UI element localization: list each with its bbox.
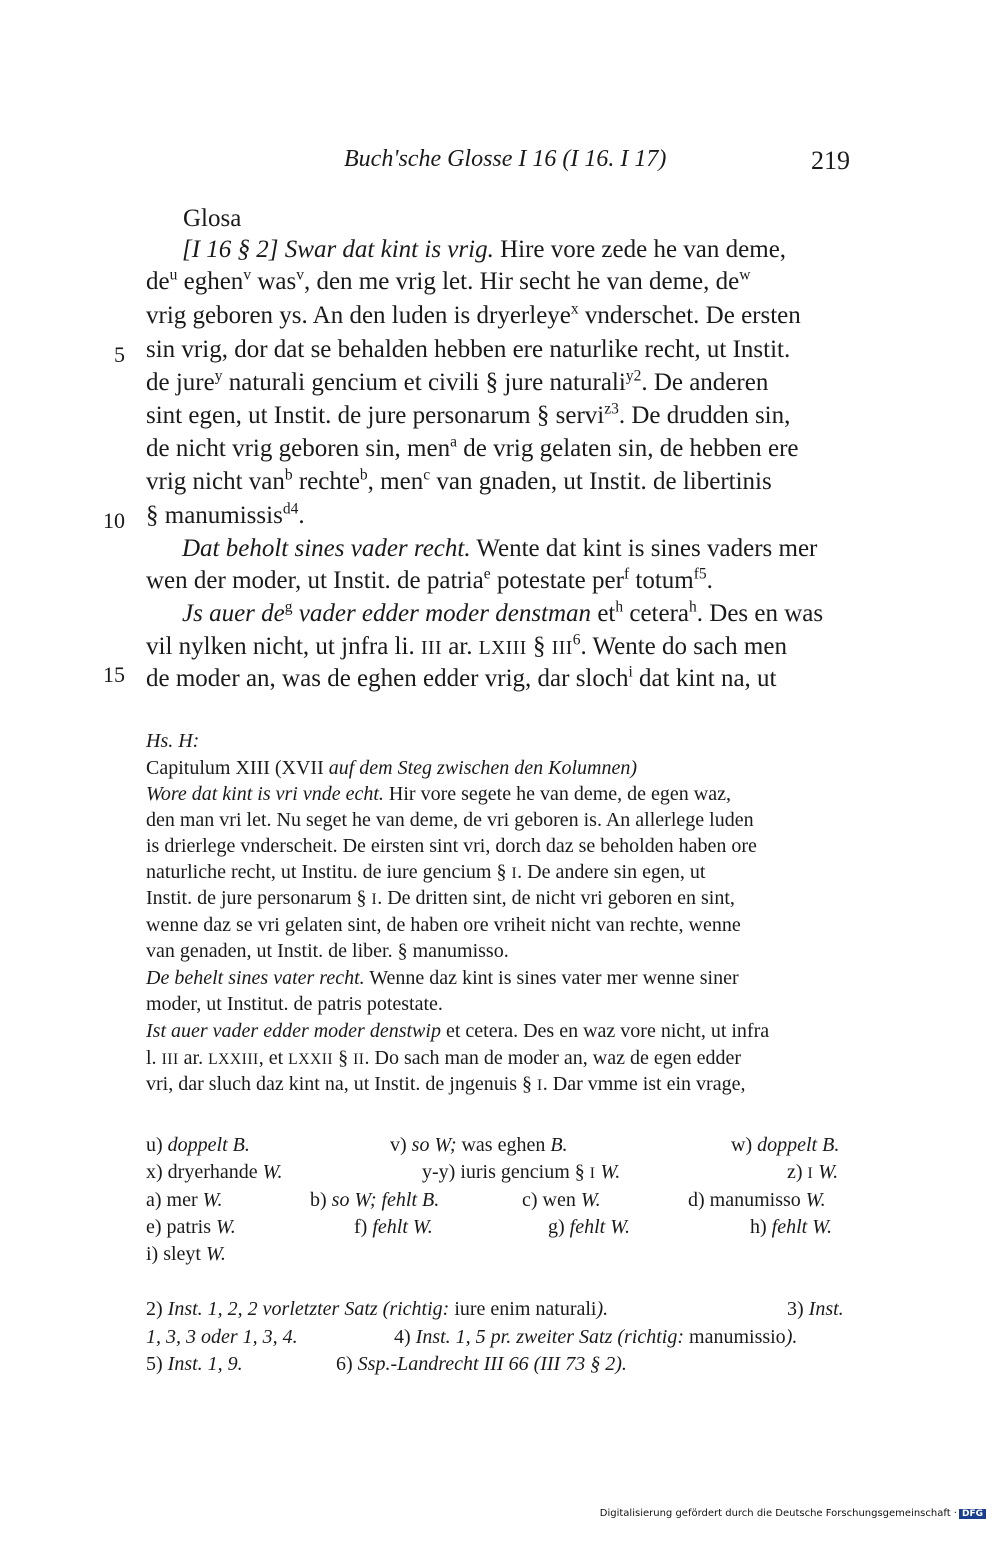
chapter-heading: Capitulum XIII (XVII auf dem Steg zwischen den Kolumnen) <box>146 757 638 779</box>
apparatus-note-e: e) patris W. <box>146 1216 236 1238</box>
gloss-line: vil nylken nicht, ut jnfra li. III ar. LXIII § III$^6$. Wente do sach men <box>146 631 787 660</box>
gloss-line: de moder an, was de eghen edder vrig, dar sloch$^i$ dat kint na, ut <box>146 663 777 692</box>
digitization-footer <box>600 1508 986 1519</box>
apparatus-note-v: v) so W; was eghen B. <box>390 1134 568 1156</box>
source-note-4: 4) Inst. 1, 5 pr. zweiter Satz (richtig: manumissio). <box>394 1326 798 1348</box>
ms-line: is drierlege vnderscheit. De eirsten sint vri, dorch daz se beholden haben ore <box>146 835 757 857</box>
manuscript-label: Hs. H: <box>146 730 200 752</box>
ms-line: Ist auer vader edder moder denstwip et cetera. Des en waz vore nicht, ut infra <box>146 1020 770 1042</box>
ms-line: moder, ut Institut. de patris potestate. <box>146 993 443 1015</box>
gloss-line: de nicht vrig geboren sin, men$^a$ de vrig gelaten sin, de hebben ere <box>146 433 799 462</box>
apparatus-note-g: g) fehlt W. <box>548 1216 631 1238</box>
gloss-line: sin vrig, dor dat se behalden hebben ere naturlike recht, ut Instit. <box>146 336 791 363</box>
gloss-line: de jure$^y$ naturali gencium et civili § jure naturali$^{y2}$. De anderen <box>146 367 769 396</box>
apparatus-note-c: c) wen W. <box>522 1189 601 1211</box>
gloss-line: sint egen, ut Instit. de jure personarum § servi$^{z3}$. De drudden sin, <box>146 400 791 429</box>
gloss-line: § manumissis$^{d4}$. <box>146 500 305 529</box>
apparatus-note-z: z) I W. <box>787 1161 839 1183</box>
gloss-line: wen der moder, ut Instit. de patria$^e$ potestate per$^f$ totum$^{f5}$. <box>146 565 713 594</box>
apparatus-note-u: u) doppelt B. <box>146 1134 250 1156</box>
ms-line: Wore dat kint is vri vnde echt. Hir vore segete he van deme, de egen waz, <box>146 783 731 805</box>
line-number-15: 15 <box>103 662 125 687</box>
apparatus-note-d: d) manumisso W. <box>688 1189 826 1211</box>
apparatus-note-y: y-y) iuris gencium § I W. <box>422 1161 621 1183</box>
dfg-logo: DFG <box>959 1509 986 1519</box>
source-note-5: 5) Inst. 1, 9. <box>146 1353 243 1375</box>
source-note-3-continued: 1, 3, 3 oder 1, 3, 4. <box>146 1326 298 1348</box>
apparatus-note-x: x) dryerhande W. <box>146 1161 283 1183</box>
ms-line: van genaden, ut Instit. de liber. § manumisso. <box>146 940 509 962</box>
ms-line: Instit. de jure personarum § I. De dritten sint, de nicht vri geboren en sint, <box>146 887 735 909</box>
ms-line: vri, dar sluch daz kint na, ut Instit. de jngenuis § I. Dar vmme ist ein vrage, <box>146 1073 746 1095</box>
gloss-line: vrig nicht van$^b$ rechte$^b$, men$^c$ van gnaden, ut Instit. de libertinis <box>146 466 772 495</box>
gloss-line: Dat beholt sines vader recht. Wente dat kint is sines vaders mer <box>182 535 818 562</box>
ms-line: naturliche recht, ut Institu. de iure gencium § I. De andere sin egen, ut <box>146 861 706 883</box>
apparatus-note-w: w) doppelt B. <box>731 1134 840 1156</box>
apparatus-note-a: a) mer W. <box>146 1189 223 1211</box>
apparatus-note-f: f) fehlt W. <box>354 1216 433 1238</box>
footer-text: Digitalisierung gefördert durch die Deutsche Forschungsgemeinschaft · <box>599 1508 957 1519</box>
source-note-3: 3) Inst. <box>787 1298 844 1320</box>
line-number-5: 5 <box>114 342 125 367</box>
gloss-line: $de^u$ eghen$^v$ was$^v$, den me vrig let. Hir secht he van deme, $de^w$ <box>146 266 751 295</box>
ms-line: wenne daz se vri gelaten sint, de haben ore vriheit nicht van rechte, wenne <box>146 914 741 936</box>
ms-line: den man vri let. Nu seget he van deme, de vri geboren is. An allerlege luden <box>146 809 754 831</box>
gloss-line: Js auer $de^g$ vader edder moder denstman $et^h$ cetera$^h$. Des en was <box>182 598 824 627</box>
ms-line: l. III ar. LXXIII, et LXXII § II. Do sach man de moder an, waz de egen edder <box>146 1047 742 1069</box>
ms-line: De behelt sines vater recht. Wenne daz kint is sines vater mer wenne siner <box>146 967 739 989</box>
header-title: Buch'sche Glosse I 16 (I 16. I 17) <box>344 146 667 172</box>
page-number: 219 <box>811 146 850 175</box>
apparatus-note-i: i) sleyt W. <box>146 1243 226 1265</box>
glosa-heading: Glosa <box>183 205 242 232</box>
gloss-line: vrig geboren ys. An den luden is dryerleye$^x$ vnderschet. De ersten <box>146 300 801 329</box>
gloss-line: [I 16 § 2] Swar dat kint is vrig. Hire vore zede he van deme, <box>182 236 787 263</box>
source-note-6: 6) Ssp.-Landrecht III 66 (III 73 § 2). <box>336 1353 627 1375</box>
apparatus-note-b: b) so W; fehlt B. <box>310 1189 440 1211</box>
line-number-10: 10 <box>103 508 125 533</box>
source-note-2: 2) Inst. 1, 2, 2 vorletzter Satz (richtig: iure enim naturali). <box>146 1298 609 1320</box>
apparatus-note-h: h) fehlt W. <box>750 1216 833 1238</box>
running-header <box>330 146 850 178</box>
